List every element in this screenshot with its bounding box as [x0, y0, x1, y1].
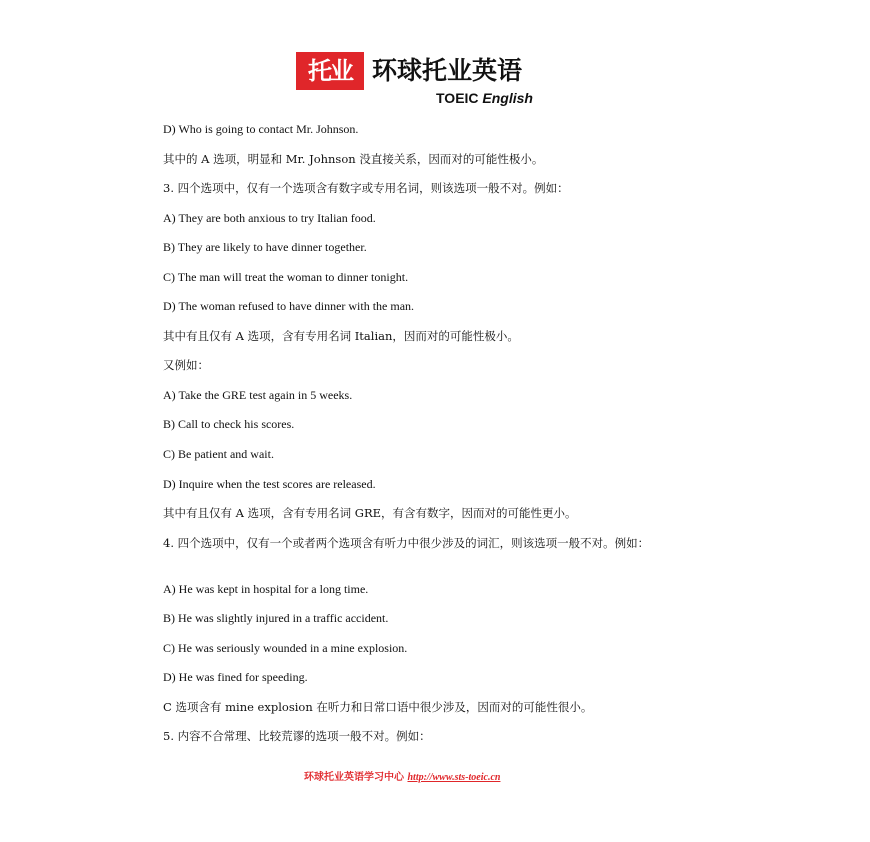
- brand-name-en: [436, 90, 533, 106]
- option-line: B) Call to check his scores.: [163, 417, 295, 431]
- brand-en-english: English: [482, 90, 533, 106]
- option-line: B) He was slightly injured in a traffic accident.: [163, 611, 389, 625]
- option-line: C) He was seriously wounded in a mine explosion.: [163, 641, 408, 655]
- example-label: 又例如：: [163, 358, 209, 372]
- option-line: B) They are likely to have dinner together.: [163, 240, 367, 254]
- rule-heading: 3. 四个选项中，仅有一个选项含有数字或专用名词，则该选项一般不对。例如：: [163, 181, 569, 195]
- footer-link[interactable]: http://www.sts-toeic.cn: [407, 772, 501, 783]
- option-line: C) The man will treat the woman to dinner tonight.: [163, 270, 409, 284]
- site-header: [296, 52, 586, 108]
- rule-heading: 5. 内容不合常理、比较荒谬的选项一般不对。例如：: [163, 729, 431, 743]
- option-line: D) Who is going to contact Mr. Johnson.: [163, 122, 359, 136]
- explanation-line: C 选项含有 mine explosion 在听力和日常口语中很少涉及，因而对的可能性很小。: [163, 700, 593, 714]
- explanation-line: 其中有且仅有 A 选项，含有专用名词 Italian，因而对的可能性极小。: [163, 329, 519, 343]
- brand-name-cn: 环球托业英语: [372, 56, 523, 85]
- option-line: D) He was fined for speeding.: [163, 670, 308, 684]
- logo-icon: 托业: [296, 52, 364, 90]
- explanation-line: 其中的 A 选项，明显和 Mr. Johnson 没直接关系，因而对的可能性极小。: [163, 152, 544, 166]
- option-line: A) Take the GRE test again in 5 weeks.: [163, 388, 353, 402]
- page-footer: [304, 768, 500, 783]
- option-line: D) Inquire when the test scores are released.: [163, 477, 376, 491]
- rule-heading-wrapped: 4. 四个选项中，仅有一个或者两个选项含有听力中很少涉及的词汇，则该选项一般不对。例如：: [163, 536, 650, 550]
- option-line: C) Be patient and wait.: [163, 447, 274, 461]
- option-line: D) The woman refused to have dinner with the man.: [163, 299, 415, 313]
- option-line: A) They are both anxious to try Italian food.: [163, 211, 376, 225]
- option-line: A) He was kept in hospital for a long time.: [163, 582, 369, 596]
- footer-label: 环球托业英语学习中心: [304, 772, 408, 783]
- explanation-line: 其中有且仅有 A 选项，含有专用名词 GRE，有含有数字，因而对的可能性更小。: [163, 506, 577, 520]
- brand-en-toeic: TOEIC: [436, 90, 479, 106]
